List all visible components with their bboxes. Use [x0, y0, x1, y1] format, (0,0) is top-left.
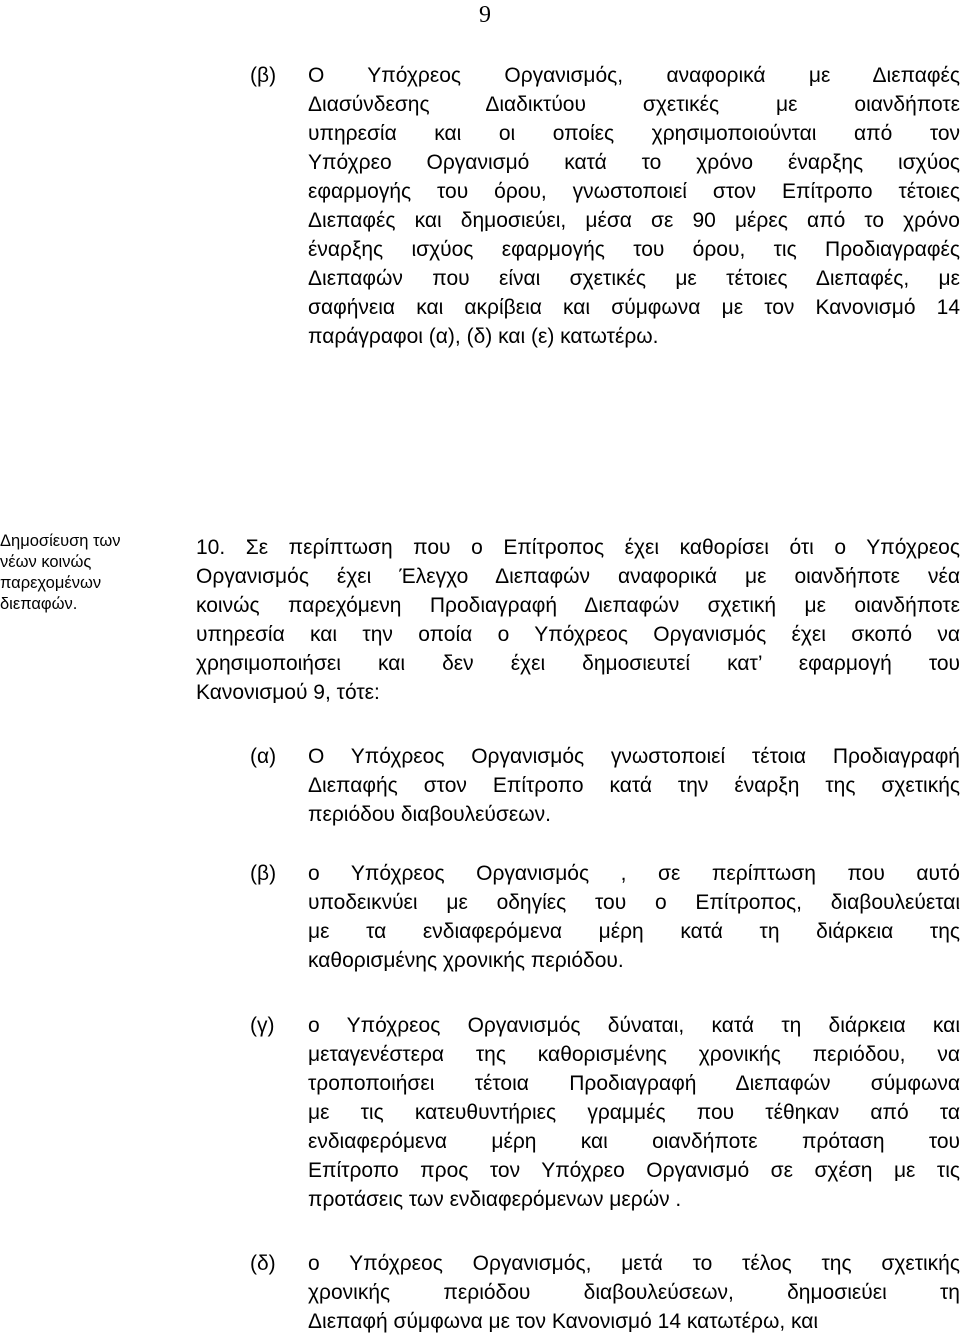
beta-para-line: Διεπαφών που είναι σχετικές με τέτοιες Διεπαφές, με: [308, 267, 960, 290]
item-c-line: με τις κατευθυντήριες γραμμές που τέθηκαν από τα: [308, 1101, 960, 1124]
item-b-line: καθορισμένης χρονικής περιόδου.: [308, 949, 624, 972]
item-b-marker: (β): [250, 862, 277, 885]
item-c-line: ο Υπόχρεος Οργανισμός δύναται, κατά τη διάρκεια και: [308, 1014, 960, 1037]
beta-para-line: εφαρμογής του όρου, γνωστοποιεί στον Επίτροπο τέτοιες: [308, 180, 960, 203]
item-d-line: χρονικής περιόδου διαβουλεύσεων, δημοσιεύει τη: [308, 1281, 960, 1304]
item-d-marker: (δ): [250, 1252, 276, 1275]
page-number: 9: [479, 2, 491, 28]
item-c-marker: (γ): [250, 1014, 275, 1037]
item-a-marker: (α): [250, 745, 277, 768]
reg10-line: χρησιμοποιήσει και δεν έχει δημοσιευτεί κατ’ εφαρμογή του: [196, 652, 960, 675]
beta-para-line: έναρξης ισχύος εφαρμογής του όρου, τις Προδιαγραφές: [308, 238, 960, 261]
beta-para-marker: (β): [250, 64, 277, 87]
side-heading: [0, 531, 170, 615]
beta-para-line: Ο Υπόχρεος Οργανισμός, αναφορικά με Διεπαφές: [308, 64, 960, 87]
side-heading-line: νέων κοινώς: [0, 553, 92, 571]
reg10-line: Οργανισμός έχει Έλεγχο Διεπαφών αναφορικά με οιανδήποτε νέα: [196, 565, 960, 588]
item-c-line: Επίτροπο προς τον Υπόχρεο Οργανισμό σε σχέση με τις: [308, 1159, 960, 1182]
item-a-line: περιόδου διαβουλεύσεων.: [308, 803, 551, 826]
beta-para-line: Διεπαφές και δημοσιεύει, μέσα σε 90 μέρες από το χρόνο: [308, 209, 960, 232]
item-a-line: Ο Υπόχρεος Οργανισμός γνωστοποιεί τέτοια Προδιαγραφή: [308, 745, 960, 768]
item-b-line: με τα ενδιαφερόμενα μέρη κατά τη διάρκεια της: [308, 920, 960, 943]
beta-para-line: Διασύνδεσης Διαδικτύου σχετικές με οιανδήποτε: [308, 93, 960, 116]
item-c-line: προτάσεις των ενδιαφερόμενων μερών .: [308, 1188, 682, 1211]
item-c-line: τροποποιήσει τέτοια Προδιαγραφή Διεπαφών σύμφωνα: [308, 1072, 960, 1095]
reg10-line: υπηρεσία και την οποία ο Υπόχρεος Οργανισμός έχει σκοπό να: [196, 623, 960, 646]
beta-para-line: σαφήνεια και ακρίβεια και σύμφωνα με τον Κανονισμό 14: [308, 296, 960, 319]
side-heading-line: Δημοσίευση των: [0, 532, 121, 550]
beta-para-line: Υπόχρεο Οργανισμό κατά το χρόνο έναρξης ισχύος: [308, 151, 960, 174]
item-b-line: ο Υπόχρεος Οργανισμός , σε περίπτωση που αυτό: [308, 862, 960, 885]
beta-para-line: υπηρεσία και οι οποίες χρησιμοποιούνται από τον: [308, 122, 960, 145]
item-a-line: Διεπαφής στον Επίτροπο κατά την έναρξη της σχετικής: [308, 774, 960, 797]
reg10-line: 10. Σε περίπτωση που ο Επίτροπος έχει καθορίσει ότι ο Υπόχρεος: [196, 536, 960, 559]
reg10-line: κοινώς παρεχόμενη Προδιαγραφή Διεπαφών σχετική με οιανδήποτε: [196, 594, 960, 617]
item-c-line: μεταγενέστερα της καθορισμένης χρονικής περιόδου, να: [308, 1043, 960, 1066]
item-d-line: Διεπαφή σύμφωνα με τον Κανονισμό 14 κατωτέρω, και: [308, 1310, 819, 1333]
beta-para-line: παράγραφοι (α), (δ) και (ε) κατωτέρω.: [308, 325, 659, 348]
item-b-line: υποδεικνύει με οδηγίες του ο Επίτροπος, διαβουλεύεται: [308, 891, 960, 914]
reg10-line: Κανονισμού 9, τότε:: [196, 681, 380, 704]
side-heading-line: διεπαφών.: [0, 595, 78, 613]
side-heading-line: παρεχομένων: [0, 574, 102, 592]
item-d-line: ο Υπόχρεος Οργανισμός, μετά το τέλος της σχετικής: [308, 1252, 960, 1275]
item-c-line: ενδιαφερόμενα μέρη και οιανδήποτε πρόταση του: [308, 1130, 960, 1153]
